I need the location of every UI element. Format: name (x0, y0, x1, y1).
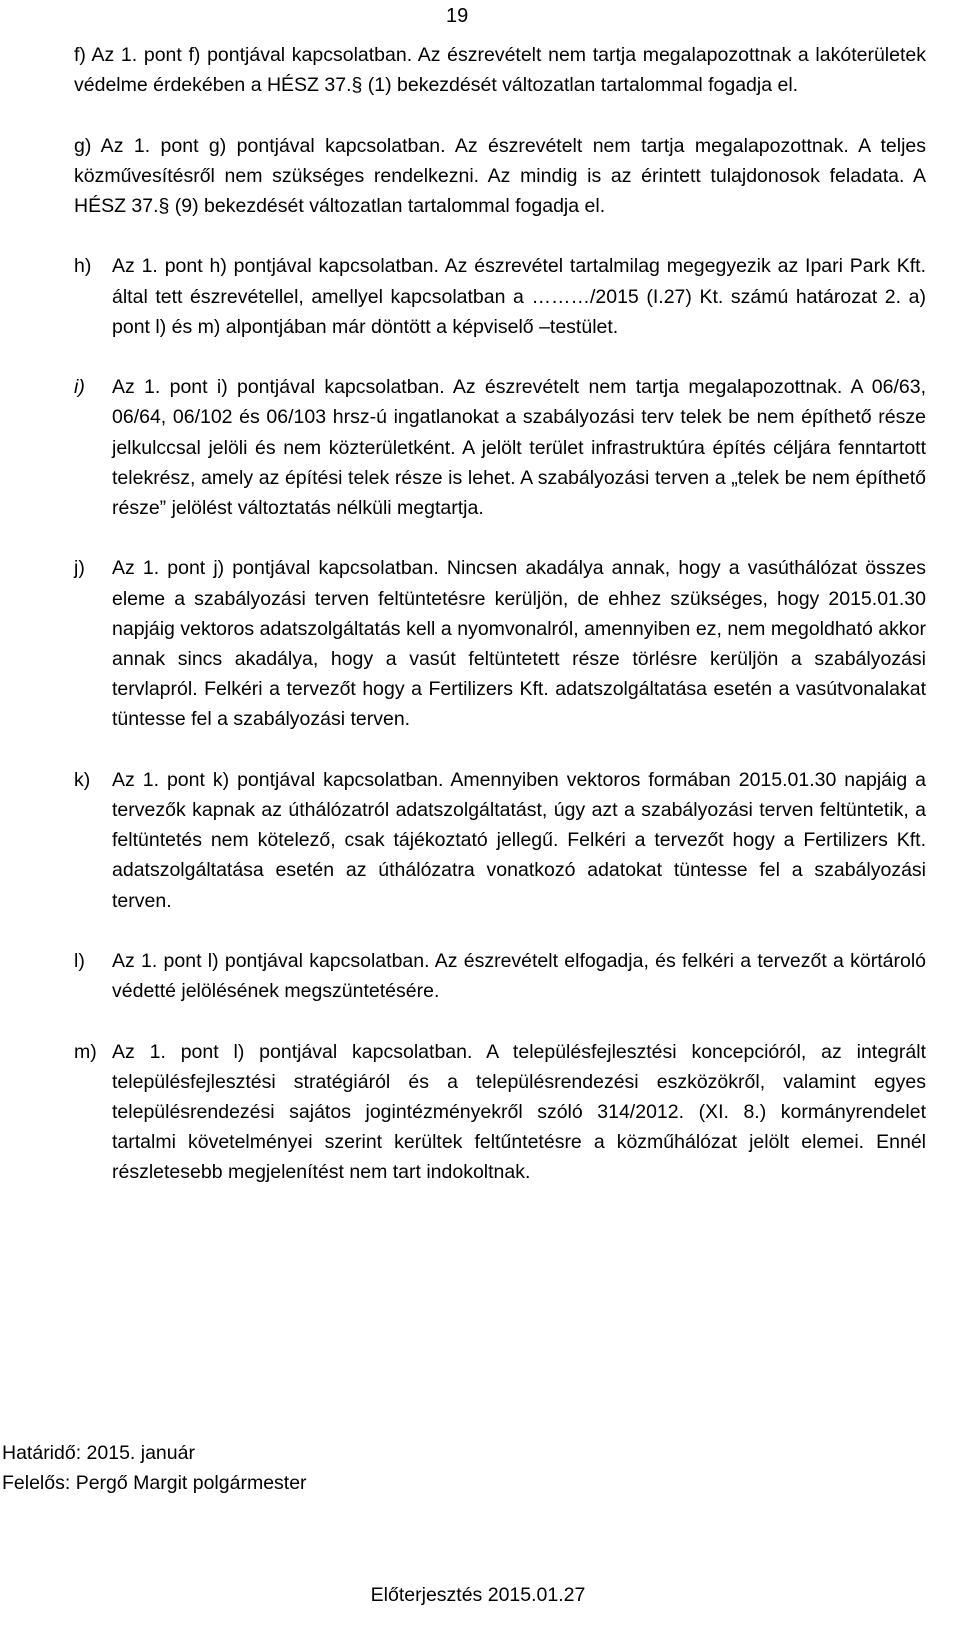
item-letter: l) (74, 950, 85, 972)
item-text: Az 1. pont j) pontjával kapcsolatban. Nincsen akadálya annak, hogy a vasúthálózat összes eleme a szabályozási terven feltüntetésre kerüljön, de ehhez szükséges, hogy 2015.01.30 napjáig vektoros adatszolgáltatás kell a nyomvonalról, amennyiben ez, nem megoldható akkor annak sincs akadálya, hogy a vasút feltüntetett része törlésre kerüljön a szabályozási tervlapról. Felkéri a tervezőt hogy a Fertilizers Kft. adatszolgáltatása esetén a vasútvonalakat tüntesse fel a szabályozási terven. (112, 557, 926, 731)
footer (0, 1580, 960, 1610)
footer-text: Előterjesztés 2015.01.27 (370, 1584, 586, 1606)
document-body (74, 40, 926, 1218)
item-text: Az 1. pont i) pontjával kapcsolatban. Az észrevételt nem tartja megalapozottnak. A 06/63, 06/64, 06/102 és 06/103 hrsz-ú ingatlanokat a szabályozási terv telek be nem építhető része jelkulccsal jelöli és nem közterületként. A jelölt terület infrastruktúra építés céljára fenntartott telekrész, amely az építési telek része is lehet. A szabályozási terven a „telek be nem építhető része” jelölést változtatás nélküli megtartja. (112, 376, 926, 519)
deadline-line: Határidő: 2015. január (2, 1442, 195, 1464)
item-j (74, 553, 926, 734)
item-l (74, 946, 926, 1006)
item-k (74, 765, 926, 916)
item-g: g) Az 1. pont g) pontjával kapcsolatban. Az észrevételt nem tartja megalapozottnak. A teljes közművesítésről nem szükséges rendelkezni. Az mindig is az érintett tulajdonosok feladata. A HÉSZ 37.§ (9) bekezdését változatlan tartalommal fogadja el. (74, 134, 926, 217)
item-text: Az 1. pont k) pontjával kapcsolatban. Amennyiben vektoros formában 2015.01.30 napjáig a tervezők kapnak az úthálózatról adatszolgáltatást, úgy azt a szabályozási terven feltüntetik, a feltüntetés nem kötelező, csak tájékoztató jellegű. Felkéri a tervezőt hogy a Fertilizers Kft. adatszolgáltatása esetén az úthálózatra vonatkozó adatokat tüntesse fel a szabályozási terven. (112, 768, 926, 912)
page-number: 19 (446, 5, 469, 27)
item-letter: j) (74, 557, 85, 580)
item-letter: m) (74, 1040, 97, 1063)
item-i (74, 372, 926, 523)
item-m (74, 1037, 926, 1188)
item-letter: k) (74, 768, 91, 791)
item-letter: i) (74, 376, 85, 399)
item-letter: h) (74, 255, 92, 278)
responsible-line: Felelős: Pergő Margit polgármester (2, 1472, 307, 1494)
item-text: Az 1. pont h) pontjával kapcsolatban. Az észrevétel tartalmilag megegyezik az Ipari Park Kft. által tett észrevétellel, amellyel kapcsolatban a ………/2015 (I.27) Kt. számú határozat 2. a) pont l) és m) alpontjában már döntött a képviselő –testület. (112, 255, 926, 338)
item-h (74, 251, 926, 342)
item-text: Az 1. pont l) pontjával kapcsolatban. Az észrevételt elfogadja, és felkéri a tervezőt a körtároló védetté jelölésének megszüntetésére. (112, 950, 926, 1003)
item-text: Az 1. pont l) pontjával kapcsolatban. A településfejlesztési koncepcióról, az integrált településfejlesztési stratégiáról és a településrendezési eszközökről, valamint egyes településrendezési sajátos jogintézményekről szóló 314/2012. (XI. 8.) kormányrendelet tartalmi követelményei szerint kerültek feltűntetésre a közműhálózat jelölt elemei. Ennél részletesebb megjelenítést nem tart indokoltnak. (112, 1040, 926, 1184)
item-f: f) Az 1. pont f) pontjával kapcsolatban. Az észrevételt nem tartja megalapozottnak a lakóterületek védelme érdekében a HÉSZ 37.§ (1) bekezdését változatlan tartalommal fogadja el. (74, 44, 926, 97)
